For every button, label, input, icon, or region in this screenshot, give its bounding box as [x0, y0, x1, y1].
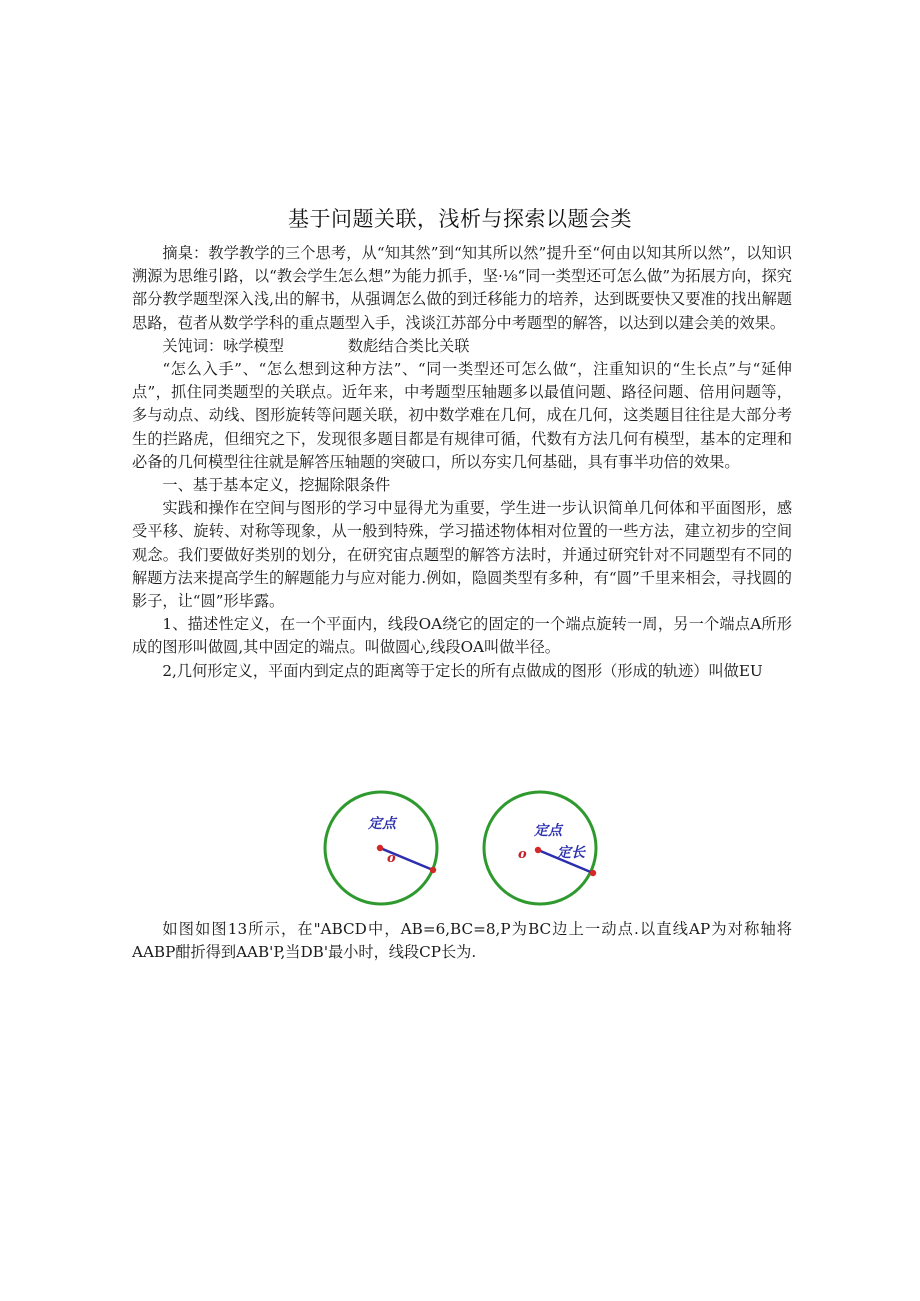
fixed-point-label: 定点: [368, 816, 396, 832]
problem-paragraph: 如图如图13所示，在"ABCD中，AB=6,BC=8,P为BC边上一动点.以直线AP为对称轴将AABP酣折得到AAB'P,当DB'最小时，线段CP长为.: [132, 920, 792, 962]
fixed-length-label: 定长: [557, 845, 585, 861]
abstract-paragraph: 摘臬：教学教学的三个思考，从“知其然”到“知其所以然”提升至“何由以知其所以然”，以知识溯源为思维引路，以“教会学生怎么想”为能力抓手，坚·⅛“同一类型还可怎么做”为拓展方向，探究部分教学题型深入浅,出的解书，从强调怎么做的到迁移能力的培养，达到既要快又要准的找出解题思路，苞者从数学学科的重点题型入手，浅谈江苏部分中考题型的解答，以达到以建会美的效果。: [132, 244, 792, 332]
end-point: [430, 867, 436, 873]
keywords-label: 关饨词：咏学模型: [162, 336, 284, 355]
circle-diagram-right: [476, 788, 604, 910]
document-title: 基于问题关联，浅析与探索以题会类: [288, 207, 632, 231]
problem-text: [132, 918, 792, 964]
section-paragraph: 实践和操作在空间与图形的学习中显得尤为重要，学生进一步认识简单几何体和平面图形，感受平移、旋转、对称等现象，从一般到特殊，学习描述物体相对位置的一些方法，建立初步的空间观念。我们要做好类别的划分，在研究宙点题型的解答方法时，并通过研究针对不同题型有不同的解题方法来提高学生的解题能力与应对能力.例如，隐圆类型有多种，有“圆”千里来相会，寻找圆的影子，让“圆”形毕露。: [132, 499, 792, 611]
center-point: [535, 847, 541, 853]
circle-figures: [318, 788, 608, 910]
definition-1: 1、描述性定义，在一个平面内，线段OA绕它的固定的一个端点旋转一周，另一个端点A所形成的图形叫做圆,其中固定的端点。叫做圆心,线段OA叫做半径。: [132, 615, 792, 657]
intro-paragraph: “怎么入手”、“怎么想到这种方法”、“同一类型还可怎么做“，注重知识的“生长点”与“延伸点”，抓住同类题型的关联点。近年来，中考题型压轴题多以最值问题、路径问题、倍用问题等，多与动点、动线、图形旋转等问题关联，初中数学难在几何，成在几何，这类题目往往是大部分考生的拦路虎，但细究之下，发现很多题目都是有规律可循，代数有方法几何有模型，基本的定理和必备的几何模型往往就是解答压轴题的突破口，所以夯实几何基础，具有事半功倍的效果。: [132, 360, 792, 471]
center-point: [377, 845, 383, 851]
section-heading: 一、基于基本定义，挖掘除限条件: [162, 476, 391, 495]
definition-2: 2,几何形定义，平面内到定点的距离等于定长的所有点做成的图形（形成的轨迹）叫做EU: [162, 661, 763, 680]
keywords-rest: 数彪结合类比关联: [347, 336, 470, 355]
circle-figure-right: [476, 788, 604, 910]
document-body: [132, 242, 792, 683]
fixed-point-label: 定点: [534, 823, 562, 839]
center-o-label: o: [518, 847, 527, 862]
circle-diagram-left: [318, 788, 446, 910]
end-point: [590, 870, 596, 876]
keywords-paragraph: [132, 335, 792, 358]
center-o-label: o: [387, 851, 396, 866]
circle-figure-left: [318, 788, 446, 910]
